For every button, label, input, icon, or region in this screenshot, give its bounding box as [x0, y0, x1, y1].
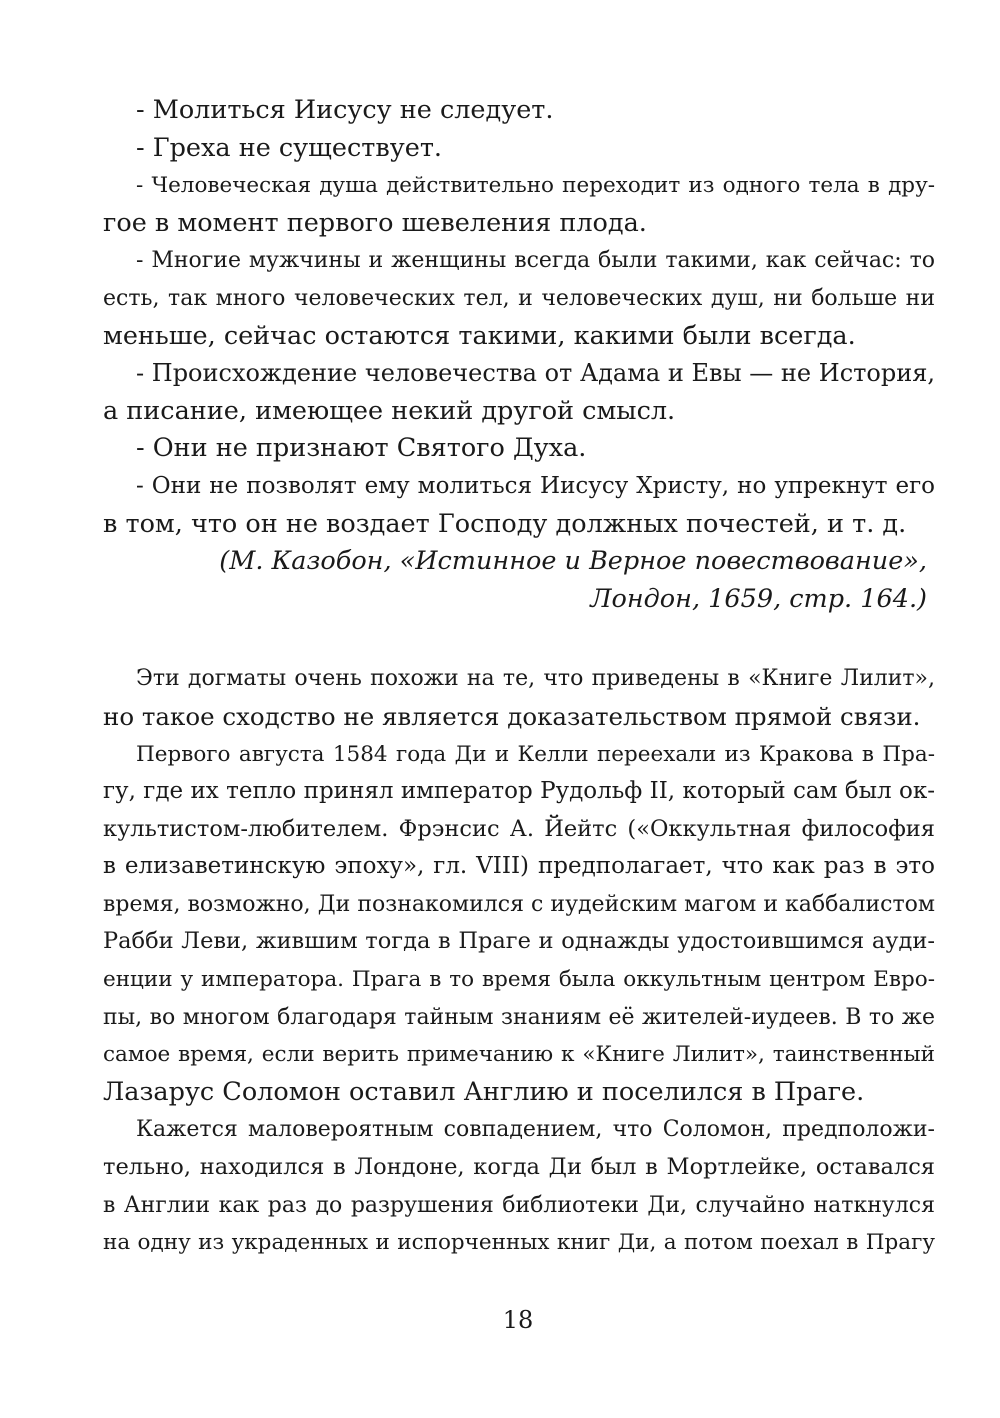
quote-line: - Происхождение человечества от Адама и Евы — не История,	[136, 359, 935, 388]
body-line: но такое сходство не является доказательством прямой связи.	[103, 701, 921, 731]
quote-line: есть, так много человеческих тел, и человеческих душ, ни больше ни	[103, 285, 935, 311]
body-line: пы, во многом благодаря тайным знаниям её жителей-иудеев. В то же	[103, 1004, 935, 1030]
body-line: енции у императора. Прага в то время была оккультным центром Евро-	[103, 967, 935, 993]
body-line: Эти догматы очень похожи на те, что приведены в «Книге Лилит»,	[136, 666, 935, 692]
body-line: в елизаветинскую эпоху», гл. VIII) предполагает, что как раз в это	[103, 853, 935, 880]
quote-line: - Человеческая душа действительно переходит из одного тела в дру-	[136, 173, 935, 199]
body-line: самое время, если верить примечанию к «Книге Лилит», таинственный	[103, 1042, 935, 1068]
quote-line: - Молиться Иисусу не следует.	[136, 95, 554, 125]
quote-line: - Они не признают Святого Духа.	[136, 433, 587, 464]
body-line: в Англии как раз до разрушения библиотеки Ди, случайно наткнулся	[103, 1192, 935, 1218]
body-line: время, возможно, Ди познакомился с иудейским магом и каббалистом	[103, 891, 935, 917]
body-line: на одну из украденных и испорченных книг Ди, а потом поехал в Прагу	[103, 1230, 935, 1256]
citation-line: (М. Казобон, «Истинное и Верное повествование»,	[219, 546, 927, 577]
page-text	[103, 92, 935, 1262]
quote-line: гое в момент первого шевеления плода.	[103, 207, 647, 238]
quote-line: - Многие мужчины и женщины всегда были такими, как сейчас: то	[136, 248, 935, 274]
quote-line: а писание, имеющее некий другой смысл.	[103, 395, 676, 426]
body-line: тельно, находился в Лондоне, когда Ди был в Мортлейке, оставался	[103, 1154, 935, 1181]
body-text	[103, 660, 935, 1262]
quote-block	[103, 92, 935, 618]
section-gap	[103, 618, 935, 660]
quote-line: - Греха не существует.	[136, 132, 443, 163]
quote-line: меньше, сейчас остаются такими, какими были всегда.	[103, 320, 856, 351]
citation-line: Лондон, 1659, стр. 164.)	[590, 583, 927, 614]
body-line: Первого августа 1584 года Ди и Келли переехали из Кракова в Пра-	[136, 741, 935, 767]
quote-line: - Они не позволят ему молиться Иисусу Христу, но упрекнут его	[136, 472, 935, 499]
body-line: Лазарус Соломон оставил Англию и поселился в Праге.	[103, 1076, 865, 1107]
page-number: 18	[502, 1306, 534, 1334]
body-line: Кажется маловероятным совпадением, что Соломон, предположи-	[136, 1117, 935, 1143]
body-line: Рабби Леви, жившим тогда в Праге и однажды удостоившимся ауди-	[103, 928, 935, 955]
quote-line: в том, что он не воздает Господу должных почестей, и т. д.	[103, 508, 907, 539]
body-line: гу, где их тепло принял император Рудольф II, который сам был ок-	[103, 778, 935, 805]
body-line: культистом-любителем. Фрэнсис А. Йейтс («Оккультная философия	[103, 815, 935, 842]
